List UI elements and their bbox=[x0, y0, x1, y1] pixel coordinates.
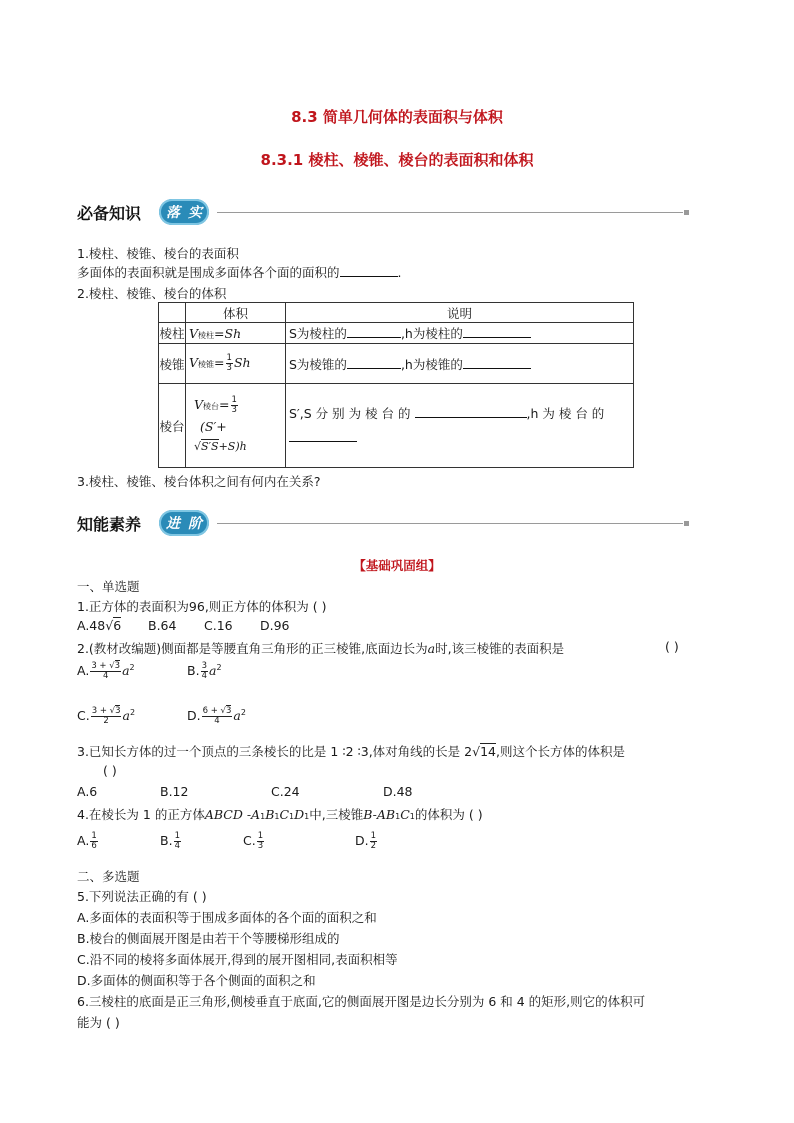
table-cell: 棱台 bbox=[159, 384, 186, 468]
answer-option[interactable]: C.24 bbox=[271, 784, 300, 799]
paragraph bbox=[77, 263, 402, 281]
table-row bbox=[159, 384, 634, 468]
table-header: 体积 bbox=[186, 303, 286, 323]
answer-blank[interactable] bbox=[347, 357, 401, 369]
section-header-skills bbox=[77, 512, 689, 538]
text: . bbox=[397, 265, 402, 280]
question-stem: 3.已知长方体的过一个顶点的三条棱长的比是 1 ∶2 ∶3,体对角线的长是 2√14,则这个长方体的体积是 bbox=[77, 744, 625, 759]
section-header-title: 知能素养 bbox=[77, 515, 142, 534]
question-stem: 能为 ( ) bbox=[77, 1015, 120, 1030]
divider-line bbox=[217, 212, 683, 213]
paragraph: 3.棱柱、棱锥、棱台体积之间有何内在关系? bbox=[77, 474, 321, 489]
formula-cell: V棱柱=Sh bbox=[186, 323, 286, 344]
paragraph: 1.棱柱、棱锥、棱台的表面积 bbox=[77, 246, 239, 261]
badge-char: 进 bbox=[166, 516, 180, 532]
table-cell: S为棱柱的 ,h为棱柱的 bbox=[286, 323, 634, 344]
badge-char: 阶 bbox=[188, 516, 202, 532]
question-stem: 4.在棱长为 1 的正方体ABCD -A1B1C1D1中,三棱锥B-AB1C1的体积为 ( ) bbox=[77, 807, 483, 822]
fraction: $\frac{1}{2}$ bbox=[370, 831, 377, 851]
divider-end-mark bbox=[684, 521, 689, 526]
fraction: $\frac{1}{3}$ bbox=[231, 394, 237, 415]
answer-blank[interactable] bbox=[463, 326, 531, 338]
divider-line bbox=[217, 523, 683, 524]
question-stem: 5.下列说法正确的有 ( ) bbox=[77, 889, 207, 904]
answer-option[interactable]: D.多面体的侧面积等于各个侧面的面积之和 bbox=[77, 973, 316, 988]
question-type-heading: 二、多选题 bbox=[77, 869, 140, 884]
question-stem: 1.正方体的表面积为96,则正方体的体积为 ( ) bbox=[77, 599, 327, 614]
table-cell: S为棱锥的 ,h为棱锥的 bbox=[286, 344, 634, 384]
answer-option[interactable]: D. $\frac{1}{2}$ bbox=[355, 831, 377, 851]
question-stem: 2.(教材改编题)侧面都是等腰直角三角形的正三棱锥,底面边长为a时,该三棱锥的表面积是 bbox=[77, 641, 565, 656]
section-badge bbox=[159, 510, 209, 536]
answer-option[interactable]: A.48√6 bbox=[77, 618, 122, 633]
answer-paren: ( ) bbox=[103, 763, 117, 778]
answer-paren: ( ) bbox=[665, 639, 679, 654]
answer-blank[interactable] bbox=[340, 265, 398, 277]
answer-option[interactable]: B.12 bbox=[160, 784, 189, 799]
divider-end-mark bbox=[684, 210, 689, 215]
answer-blank[interactable] bbox=[289, 430, 357, 442]
table-cell: 棱柱 bbox=[159, 323, 186, 344]
answer-option[interactable]: B.64 bbox=[148, 618, 177, 633]
badge-char: 实 bbox=[188, 205, 202, 221]
table-cell: 棱锥 bbox=[159, 344, 186, 384]
paragraph: 2.棱柱、棱锥、棱台的体积 bbox=[77, 286, 227, 301]
fraction: $\frac{1}{6}$ bbox=[91, 831, 97, 851]
answer-option[interactable]: B. $\frac{3}{4}$ $a^2$ bbox=[187, 661, 222, 681]
fraction: $\frac{3}{4}$ bbox=[201, 661, 207, 681]
answer-blank[interactable] bbox=[415, 406, 527, 418]
badge-char: 落 bbox=[166, 205, 180, 221]
table-header-row bbox=[159, 303, 634, 323]
answer-option[interactable]: A.多面体的表面积等于围成多面体的各个面的面积之和 bbox=[77, 910, 377, 925]
answer-option[interactable]: C. $\frac{3 + √3}{2}$ $a^2$ bbox=[77, 706, 136, 726]
table-row bbox=[159, 323, 634, 344]
section-badge bbox=[159, 199, 209, 225]
answer-option[interactable]: D.96 bbox=[260, 618, 290, 633]
formula-cell: V棱台= $\frac{1}{3}$ (S′+ √S′S+S)h bbox=[186, 384, 286, 468]
table-cell: S′,S 分 别 为 棱 台 的 ,h 为 棱 台 的 bbox=[286, 384, 634, 468]
answer-option[interactable]: C.沿不同的棱将多面体展开,得到的展开图相同,表面积相等 bbox=[77, 952, 398, 967]
section-header-title: 必备知识 bbox=[77, 204, 142, 223]
fraction: $\frac{3 + √3}{2}$ bbox=[91, 706, 121, 726]
answer-option[interactable]: A.6 bbox=[77, 784, 98, 799]
answer-option[interactable]: A. $\frac{3 + √3}{4}$ $a^2$ bbox=[77, 661, 135, 681]
answer-option[interactable]: D. $\frac{6 + √3}{4}$ $a^2$ bbox=[187, 706, 246, 726]
answer-option[interactable]: B.棱台的侧面展开图是由若干个等腰梯形组成的 bbox=[77, 931, 340, 946]
question-type-heading: 一、单选题 bbox=[77, 579, 140, 594]
section-header-knowledge bbox=[77, 201, 689, 227]
answer-option[interactable]: A. $\frac{1}{6}$ bbox=[77, 831, 97, 851]
table-row bbox=[159, 344, 634, 384]
question-stem: 6.三棱柱的底面是正三角形,侧棱垂直于底面,它的侧面展开图是边长分别为 6 和 4 的矩形,则它的体积可 bbox=[77, 994, 646, 1009]
answer-blank[interactable] bbox=[347, 326, 401, 338]
fraction: $\frac{1}{3}$ bbox=[257, 831, 264, 851]
fraction: $\frac{1}{3}$ bbox=[226, 353, 232, 373]
volume-table bbox=[158, 302, 634, 468]
formula-cell: V棱锥= $\frac{1}{3}$ Sh bbox=[186, 344, 286, 384]
answer-option[interactable]: C. $\frac{1}{3}$ bbox=[243, 831, 264, 851]
fraction: $\frac{1}{4}$ bbox=[174, 831, 180, 851]
subsection-title: 8.3.1 棱柱、棱锥、棱台的表面积和体积 bbox=[260, 151, 534, 169]
answer-option[interactable]: C.16 bbox=[204, 618, 233, 633]
section-title: 8.3 简单几何体的表面积与体积 bbox=[291, 108, 503, 126]
fraction: $\frac{3 + √3}{4}$ bbox=[91, 661, 121, 681]
fraction: $\frac{6 + √3}{4}$ bbox=[202, 706, 232, 726]
answer-blank[interactable] bbox=[463, 357, 531, 369]
answer-option[interactable]: D.48 bbox=[383, 784, 413, 799]
table-header: 说明 bbox=[286, 303, 634, 323]
group-heading: 【基础巩固组】 bbox=[353, 558, 441, 573]
answer-option[interactable]: B. $\frac{1}{4}$ bbox=[160, 831, 180, 851]
text: 多面体的表面积就是围成多面体各个面的面积的 bbox=[77, 265, 340, 280]
